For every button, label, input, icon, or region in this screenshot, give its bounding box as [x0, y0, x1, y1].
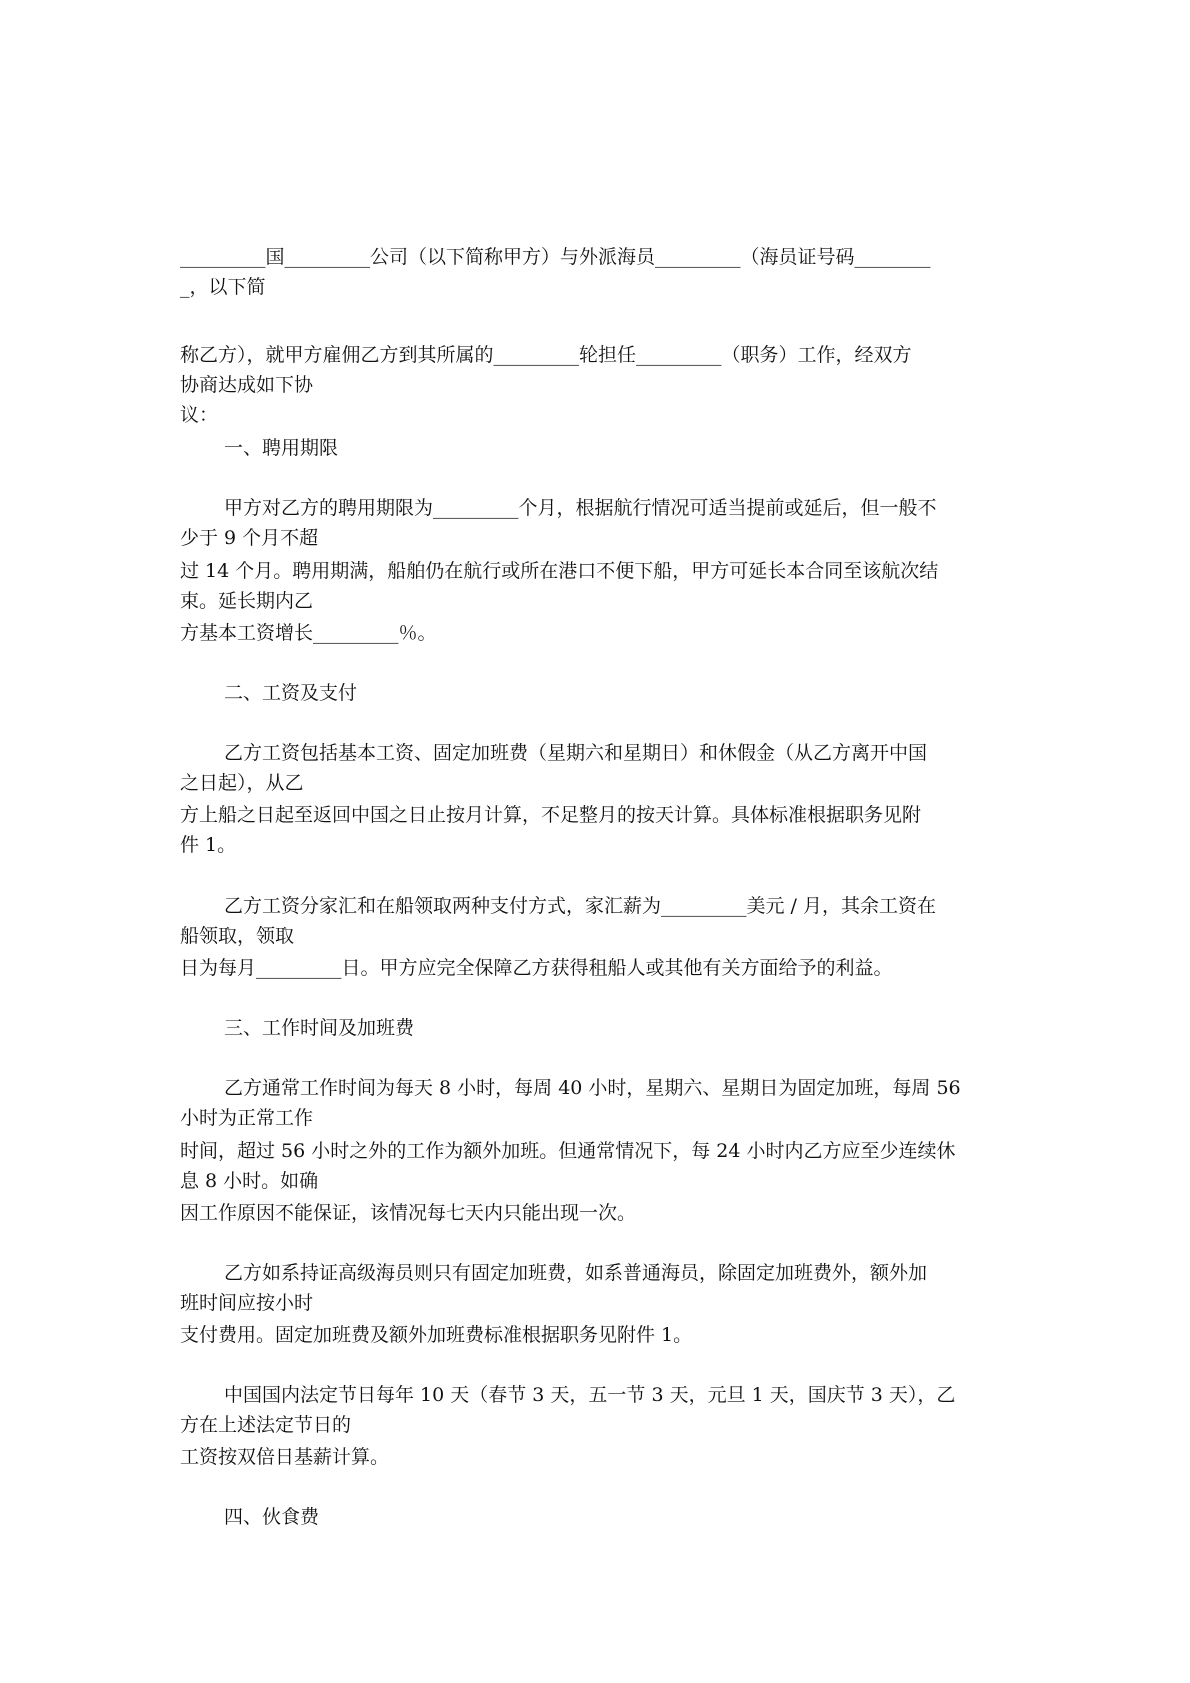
text-line: 时间，超过 56 小时之外的工作为额外加班。但通常情况下，每 24 小时内乙方应至少连续休: [180, 1140, 956, 1162]
text-line: 支付费用。固定加班费及额外加班费标准根据职务见附件 1。: [180, 1324, 693, 1346]
text-line: 因工作原因不能保证，该情况每七天内只能出现一次。: [180, 1202, 637, 1224]
section-heading: 四、伙食费: [224, 1506, 320, 1528]
text-line: _________国_________公司（以下简称甲方）与外派海员_________（海员证号码________: [180, 246, 931, 268]
text-line: 过 14 个月。聘用期满，船舶仍在航行或所在港口不便下船，甲方可延长本合同至该航次结: [180, 560, 939, 582]
text-line: 乙方工资包括基本工资、固定加班费（星期六和星期日）和休假金（从乙方离开中国: [224, 742, 928, 764]
text-line: 工资按双倍日基薪计算。: [180, 1446, 390, 1468]
text-line: 甲方对乙方的聘用期限为_________个月，根据航行情况可适当提前或延后，但一般不: [224, 497, 937, 519]
text-line: 小时为正常工作: [180, 1107, 314, 1129]
text-line: 协商达成如下协: [180, 374, 314, 396]
text-line: 件 1。: [180, 834, 237, 856]
text-line: 乙方工资分家汇和在船领取两种支付方式，家汇薪为_________美元 / 月，其余工资在: [224, 895, 936, 917]
text-line: 日为每月_________日。甲方应完全保障乙方获得租船人或其他有关方面给予的利益。: [180, 957, 893, 979]
section-heading: 二、工资及支付: [224, 682, 358, 704]
text-line: 方上船之日起至返回中国之日止按月计算，不足整月的按天计算。具体标准根据职务见附: [180, 804, 922, 826]
text-line: 议：: [180, 404, 219, 426]
text-line: 方在上述法定节日的: [180, 1414, 352, 1436]
text-line: 班时间应按小时: [180, 1292, 314, 1314]
text-line: 束。延长期内乙: [180, 590, 314, 612]
text-line: 息 8 小时。如确: [180, 1170, 319, 1192]
text-line: 中国国内法定节日每年 10 天（春节 3 天，五一节 3 天，元旦 1 天，国庆节 3 天），乙: [224, 1384, 956, 1406]
text-line: 乙方通常工作时间为每天 8 小时，每周 40 小时，星期六、星期日为固定加班，每周 56: [224, 1077, 961, 1099]
text-line: 方基本工资增长_________％。: [180, 622, 437, 644]
section-heading: 一、聘用期限: [224, 437, 339, 459]
text-line: 称乙方），就甲方雇佣乙方到其所属的_________轮担任_________（职务）工作，经双方: [180, 344, 912, 366]
text-line: 乙方如系持证高级海员则只有固定加班费，如系普通海员，除固定加班费外，额外加: [224, 1262, 928, 1284]
text-line: _，以下简: [180, 276, 266, 298]
text-line: 之日起），从乙: [180, 772, 304, 794]
text-line: 少于 9 个月不超: [180, 527, 319, 549]
section-heading: 三、工作时间及加班费: [224, 1017, 415, 1039]
text-line: 船领取，领取: [180, 925, 295, 947]
